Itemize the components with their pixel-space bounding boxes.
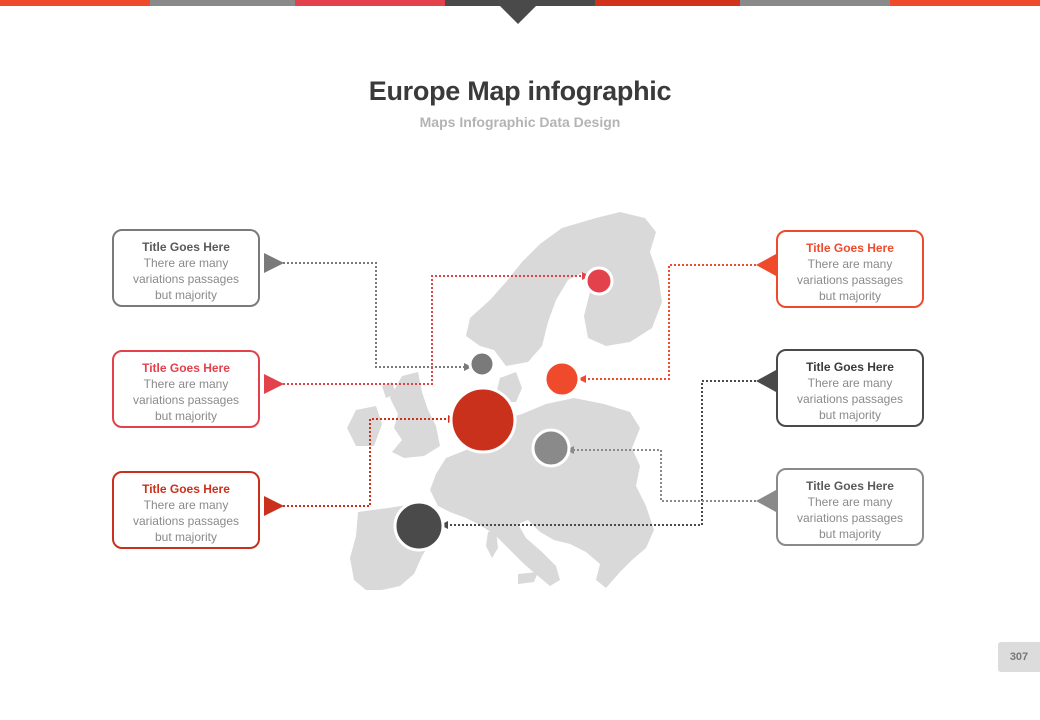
page-title: Europe Map infographic	[368, 76, 672, 106]
card-body: There are many variations passages but majority	[796, 495, 904, 541]
page-number: 307	[998, 642, 1040, 672]
card-body: There are many variations passages but majority	[132, 256, 240, 302]
pointer-mid-gray	[756, 490, 776, 512]
info-card-right-3	[776, 468, 924, 546]
card-title: Title Goes Here	[806, 360, 894, 374]
card-title: Title Goes Here	[142, 361, 230, 375]
info-card-left-2	[112, 350, 260, 428]
info-card-left-1	[112, 229, 260, 307]
card-title: Title Goes Here	[142, 240, 230, 254]
info-card-right-1	[776, 230, 924, 308]
card-title: Title Goes Here	[142, 482, 230, 496]
card-title: Title Goes Here	[806, 241, 894, 255]
card-body: There are many variations passages but majority	[132, 377, 240, 423]
pointer-orange	[756, 254, 776, 276]
marker-deep-red	[451, 388, 515, 452]
scandinavia-shape	[466, 212, 662, 366]
sardinia-shape	[486, 530, 498, 558]
sicily-shape	[518, 572, 538, 584]
pointer-light-red	[264, 374, 284, 394]
ireland-shape	[347, 406, 382, 446]
card-body: There are many variations passages but majority	[132, 498, 240, 544]
pointer-gray	[264, 253, 284, 273]
marker-gray	[470, 352, 494, 376]
connector-gray	[283, 263, 464, 367]
card-title: Title Goes Here	[806, 479, 894, 493]
marker-orange	[545, 362, 579, 396]
marker-dark-gray	[395, 502, 443, 550]
info-card-left-3	[112, 471, 260, 549]
page-subtitle: Maps Infographic Data Design	[419, 114, 621, 130]
pointer-dark-gray	[756, 370, 776, 392]
card-body: There are many variations passages but majority	[796, 376, 904, 422]
marker-mid-gray	[533, 430, 569, 466]
pointer-deep-red	[264, 496, 284, 516]
marker-light-red	[586, 268, 612, 294]
card-body: There are many variations passages but majority	[796, 257, 904, 303]
info-card-right-2	[776, 349, 924, 427]
